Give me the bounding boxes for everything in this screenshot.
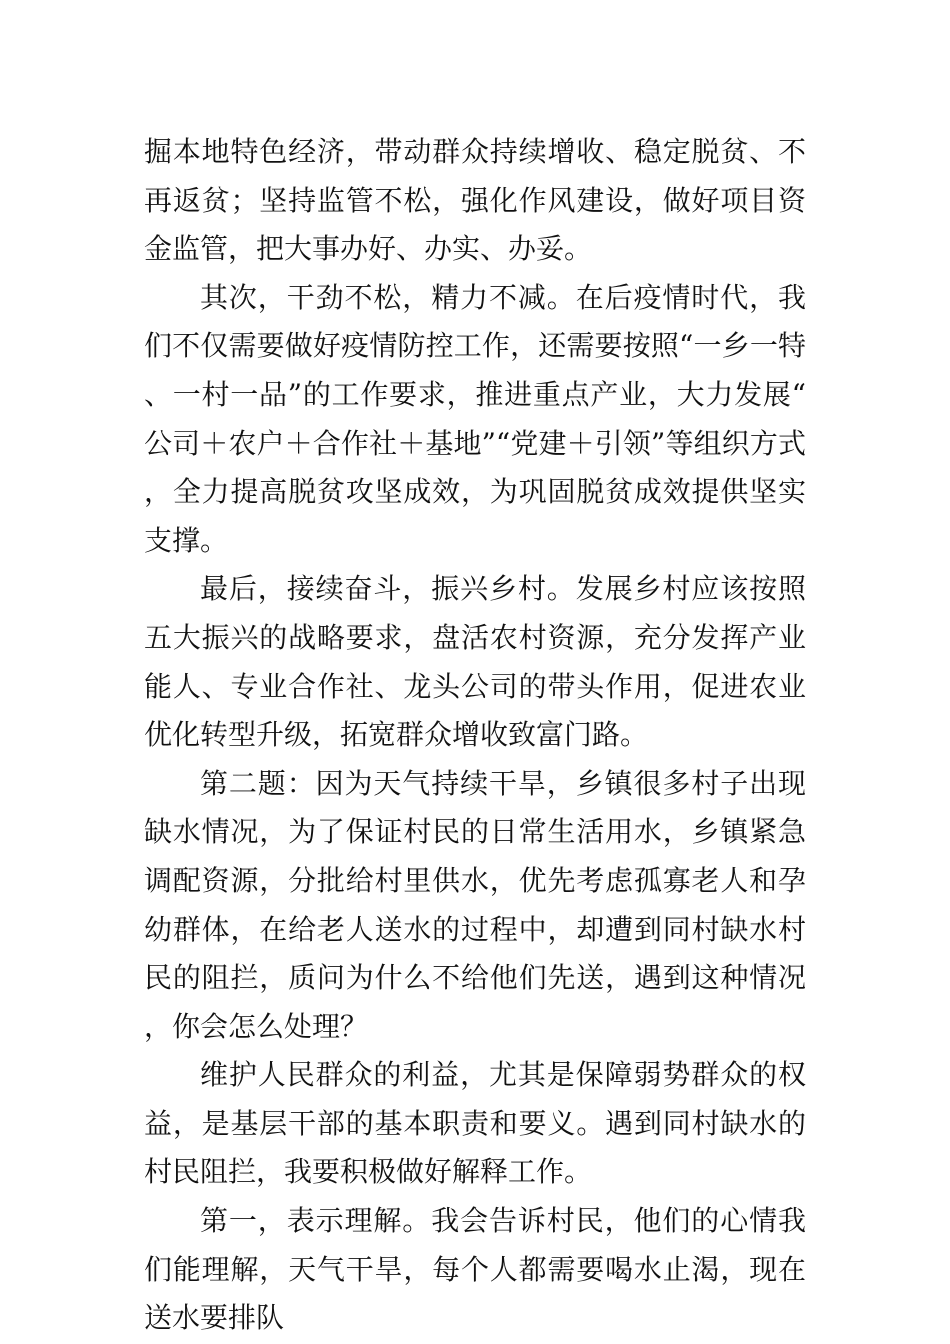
paragraph-finally: 最后，接续奋斗，振兴乡村。发展乡村应该按照五大振兴的战略要求，盘活农村资源，充分发挥产业能人、专业合作社、龙头公司的带头作用，促进农业优化转型升级，拓宽群众增收致富门路。 [144,572,806,752]
document-body [144,128,806,1343]
paragraph-first-point: 第一，表示理解。我会告诉村民，他们的心情我们能理解，天气干旱，每个人都需要喝水止渴，现在送水要排队 [144,1204,806,1335]
paragraph-question-two: 第二题：因为天气持续干旱，乡镇很多村子出现缺水情况，为了保证村民的日常生活用水，乡镇紧急调配资源，分批给村里供水，优先考虑孤寡老人和孕幼群体，在给老人送水的过程中，却遭到同村缺水村民的阻拦，质问为什么不给他们先送，遇到这种情况，你会怎么处理？ [144,766,806,1043]
paragraph-answer-intro: 维护人民群众的利益，尤其是保障弱势群众的权益，是基层干部的基本职责和要义。遇到同村缺水的村民阻拦，我要积极做好解释工作。 [144,1058,806,1189]
paragraph-continued: 掘本地特色经济，带动群众持续增收、稳定脱贫、不再返贫；坚持监管不松，强化作风建设，做好项目资金监管，把大事办好、办实、办妥。 [144,135,806,266]
paragraph-secondly: 其次，干劲不松，精力不减。在后疫情时代，我们不仅需要做好疫情防控工作，还需要按照“一乡一特、一村一品”的工作要求，推进重点产业，大力发展“公司＋农户＋合作社＋基地”“党建＋引领”等组织方式，全力提高脱贫攻坚成效，为巩固脱贫成效提供坚实支撑。 [144,280,806,557]
